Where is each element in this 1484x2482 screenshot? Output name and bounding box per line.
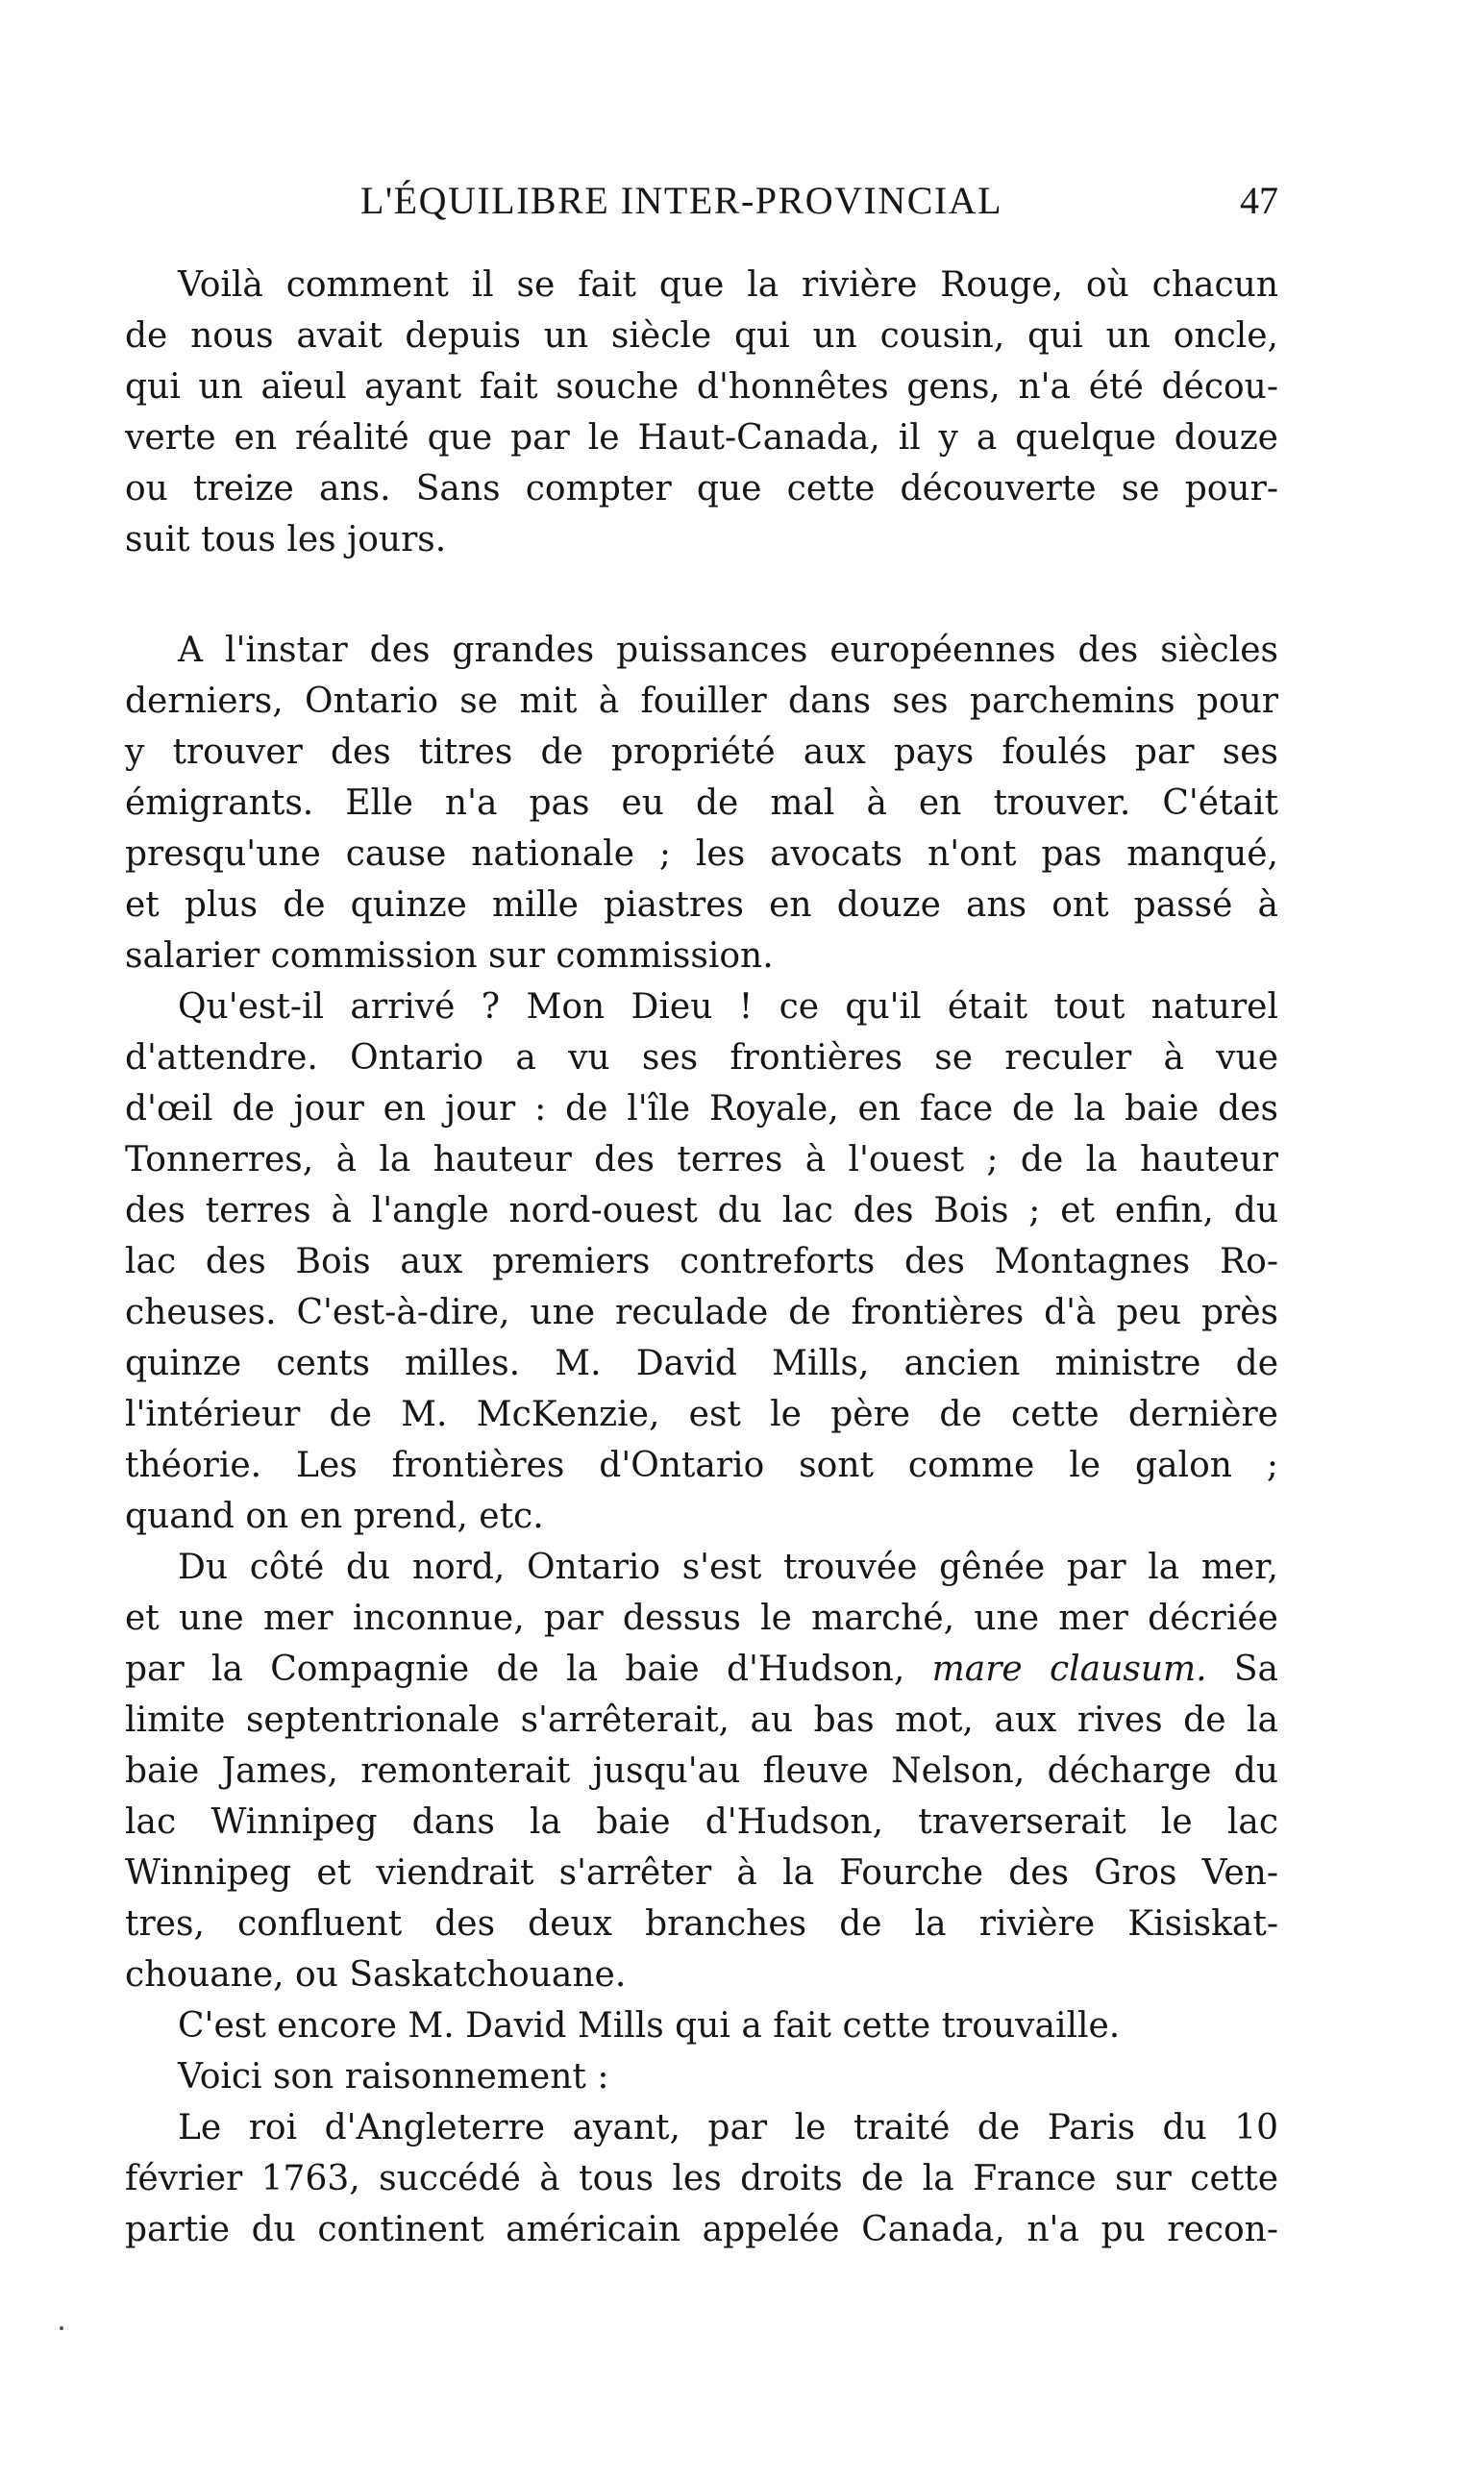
text-line: verte en réalité que par le Haut-Canada, il y a quelque douze bbox=[125, 418, 1278, 458]
text-line: quand on en prend, etc. bbox=[125, 1497, 544, 1536]
text-line: lac Winnipeg dans la baie d'Hudson, traverserait le lac bbox=[125, 1802, 1278, 1842]
running-title: L'ÉQUILIBRE INTER-PROVINCIAL bbox=[360, 179, 1003, 222]
paragraph bbox=[125, 2102, 1278, 2255]
text-line: février 1763, succédé à tous les droits de la France sur cette bbox=[125, 2159, 1278, 2198]
text-line: C'est encore M. David Mills qui a fait cette trouvaille. bbox=[178, 2006, 1121, 2046]
text-line: Winnipeg et viendrait s'arrêter à la Fourche des Gros Ven- bbox=[125, 1853, 1278, 1893]
text-line: de nous avait depuis un siècle qui un cousin, qui un oncle, bbox=[125, 316, 1278, 356]
text-line: d'œil de jour en jour : de l'île Royale, en face de la baie des bbox=[125, 1089, 1278, 1129]
text-line: presqu'une cause nationale ; les avocats n'ont pas manqué, bbox=[125, 834, 1278, 874]
paragraph-gap bbox=[125, 565, 1278, 625]
body-text bbox=[125, 260, 1278, 2255]
text-line: tres, confluent des deux branches de la rivière Kisiskat- bbox=[125, 1904, 1278, 1944]
paragraph bbox=[125, 1542, 1278, 2000]
text-line: baie James, remonterait jusqu'au fleuve Nelson, décharge du bbox=[125, 1751, 1278, 1791]
text-line: d'attendre. Ontario a vu ses frontières se reculer à vue bbox=[125, 1038, 1278, 1078]
text-line: quinze cents milles. M. David Mills, ancien ministre de bbox=[125, 1344, 1278, 1383]
text-line: lac des Bois aux premiers contreforts des Montagnes Ro- bbox=[125, 1242, 1278, 1281]
page-number: 47 bbox=[1240, 179, 1278, 222]
text-line: salarier commission sur commission. bbox=[125, 936, 774, 976]
text-line: théorie. Les frontières d'Ontario sont comme le galon ; bbox=[125, 1446, 1278, 1485]
text-line: limite septentrionale s'arrêterait, au bas mot, aux rives de la bbox=[125, 1700, 1278, 1740]
text-line: ou treize ans. Sans compter que cette découverte se pour- bbox=[125, 469, 1278, 509]
text-line: par la Compagnie de la baie d'Hudson, mare clausum. Sa bbox=[125, 1650, 1278, 1689]
paragraph bbox=[125, 2000, 1278, 2051]
text-line: A l'instar des grandes puissances européennes des siècles bbox=[178, 631, 1278, 670]
text-line: Voici son raisonnement : bbox=[178, 2057, 609, 2097]
text-line: chouane, ou Saskatchouane. bbox=[125, 1955, 627, 1995]
text-line: Tonnerres, à la hauteur des terres à l'ouest ; de la hauteur bbox=[125, 1140, 1278, 1179]
text-line: qui un aïeul ayant fait souche d'honnêtes gens, n'a été décou- bbox=[125, 367, 1278, 407]
text-line: émigrants. Elle n'a pas eu de mal à en trouver. C'était bbox=[125, 783, 1278, 823]
text-line: et une mer inconnue, par dessus le marché, une mer décriée bbox=[125, 1599, 1278, 1638]
paragraph bbox=[125, 625, 1278, 981]
text-line: partie du continent américain appelée Canada, n'a pu recon- bbox=[125, 2210, 1278, 2249]
paragraph bbox=[125, 260, 1278, 565]
text-line: cheuses. C'est-à-dire, une reculade de frontières d'à peu près bbox=[125, 1293, 1278, 1332]
text-line: et plus de quinze mille piastres en douze ans ont passé à bbox=[125, 885, 1278, 925]
text-line: Le roi d'Angleterre ayant, par le traité de Paris du 10 bbox=[178, 2108, 1278, 2147]
text-line: derniers, Ontario se mit à fouiller dans ses parchemins pour bbox=[125, 682, 1278, 721]
italic-latin-phrase: mare clausum. bbox=[931, 1650, 1207, 1689]
paper-speck bbox=[60, 2326, 63, 2330]
text-line: l'intérieur de M. McKenzie, est le père de cette dernière bbox=[125, 1395, 1278, 1434]
text-line: Qu'est-il arrivé ? Mon Dieu ! ce qu'il était tout naturel bbox=[178, 987, 1278, 1027]
paragraph bbox=[125, 2051, 1278, 2102]
paragraph bbox=[125, 981, 1278, 1542]
text-line: suit tous les jours. bbox=[125, 520, 447, 559]
text-line: des terres à l'angle nord-ouest du lac des Bois ; et enfin, du bbox=[125, 1191, 1278, 1230]
text-line: Du côté du nord, Ontario s'est trouvée gênée par la mer, bbox=[178, 1548, 1278, 1587]
text-line: Voilà comment il se fait que la rivière Rouge, où chacun bbox=[178, 265, 1278, 305]
running-header bbox=[125, 178, 1278, 236]
text-line: y trouver des titres de propriété aux pays foulés par ses bbox=[125, 732, 1278, 772]
